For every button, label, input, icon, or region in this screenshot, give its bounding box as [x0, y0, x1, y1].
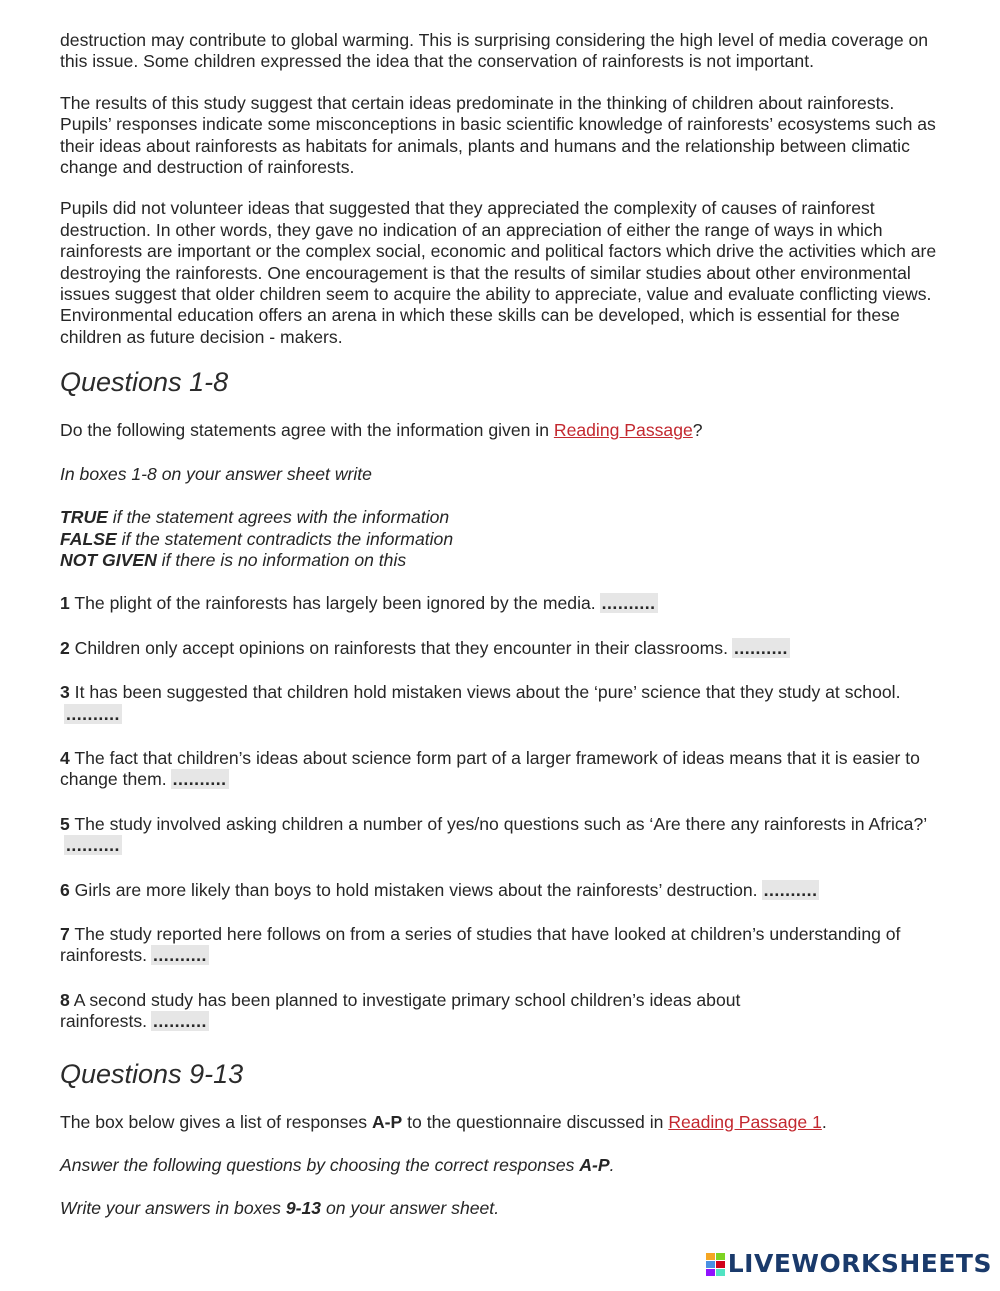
statement-number: 7 [60, 923, 70, 944]
answer-legend [60, 507, 945, 571]
statement-text: A second study has been planned to investigate primary school children’s ideas about rainforests. [60, 989, 741, 1032]
answer-blank-6[interactable]: .......... [763, 879, 818, 900]
statement-2 [60, 638, 945, 659]
legend-false-key: FALSE [60, 528, 117, 549]
legend-false-text: if the statement contradicts the information [116, 528, 454, 549]
statement-number: 2 [60, 637, 70, 658]
liveworksheets-logo [706, 1251, 992, 1277]
statement-text: Girls are more likely than boys to hold mistaken views about the rainforests’ destruction. [69, 879, 758, 900]
section2-instruction-1 [60, 1155, 945, 1176]
section2-instr2-end: on your answer sheet. [321, 1198, 500, 1219]
logo-tile [706, 1269, 715, 1276]
section2-instr1-text: Answer the following questions by choosing the correct responses [60, 1155, 580, 1175]
statement-1 [60, 593, 945, 614]
statement-5 [60, 814, 945, 857]
answer-blank-8[interactable]: .......... [153, 1011, 207, 1032]
statement-7 [60, 924, 945, 967]
statement-4 [60, 748, 945, 791]
statement-number: 4 [60, 747, 70, 768]
logo-text: LIVEWORKSHEETS [727, 1249, 992, 1278]
statement-number: 6 [60, 879, 70, 900]
statement-number: 5 [60, 813, 70, 834]
section1-lead-text: Do the following statements agree with the information given in [60, 420, 554, 441]
section2-lead-mid: to the questionnaire discussed in [402, 1111, 669, 1132]
worksheet-page [60, 30, 945, 1242]
legend-not-given-text: if there is no information on this [156, 549, 407, 570]
logo-tile [716, 1269, 725, 1276]
statement-text: The fact that children’s ideas about science form part of a larger framework of ideas means that it is easier to change them. [60, 747, 920, 790]
statement-text: Children only accept opinions on rainforests that they encounter in their classrooms. [69, 637, 728, 658]
statement-number: 8 [60, 989, 70, 1010]
legend-not-given-key: NOT GIVEN [60, 549, 157, 570]
section2-instr1-bold: A-P [579, 1155, 610, 1175]
statement-text: The study reported here follows on from a series of studies that have looked at children’s understanding of rainforests. [60, 923, 901, 966]
legend-true-text: if the statement agrees with the information [107, 507, 450, 528]
answer-blank-4[interactable]: .......... [172, 769, 227, 790]
section2-instruction-2 [60, 1198, 945, 1219]
logo-tile [716, 1253, 725, 1260]
statement-text: It has been suggested that children hold mistaken views about the ‘pure’ science that they study at school. [69, 682, 901, 703]
answer-blank-2[interactable]: .......... [733, 637, 788, 658]
section2-instr1-end: . [609, 1155, 615, 1175]
section2-lead-end: . [821, 1111, 827, 1132]
section2-instr2-bold: 9-13 [285, 1198, 322, 1219]
answer-blank-3[interactable]: .......... [66, 703, 120, 724]
statement-text: The plight of the rainforests has largely been ignored by the media. [69, 593, 596, 614]
statement-number: 1 [60, 593, 70, 614]
legend-true-key: TRUE [60, 507, 108, 528]
statement-number: 3 [60, 682, 70, 703]
legend-false [60, 529, 945, 550]
legend-not-given [60, 550, 945, 571]
legend-true [60, 507, 945, 528]
passage-paragraph-3: Pupils did not volunteer ideas that suggested that they appreciated the complexity of causes of rainforest destruction. In other words, they gave no indication of an appreciation of either the range of ways in which rainforests are important or the complex social, economic and political factors which drive the activities which are destroying the rainforests. One encouragement is that the results of similar studies about other environmental issues suggest that older children seem to acquire the ability to appreciate, value and evaluate conflicting views. Environmental education offers an arena in which these skills can be developed, which is essential for these children as future decision - makers. [60, 198, 937, 347]
statement-8 [60, 990, 795, 1033]
section1-lead [60, 420, 945, 441]
section2-instr2-text: Write your answers in boxes [60, 1198, 286, 1219]
section2-lead-bold: A-P [371, 1111, 403, 1132]
logo-tile [706, 1253, 715, 1260]
passage-paragraph-1: destruction may contribute to global warming. This is surprising considering the high level of media coverage on this issue. Some children expressed the idea that the conservation of rainforests is not important. [60, 30, 929, 72]
answer-blank-7[interactable]: .......... [153, 945, 207, 966]
section1-instruction: In boxes 1-8 on your answer sheet write [60, 463, 372, 484]
statement-3 [60, 682, 945, 725]
questions-9-13-heading: Questions 9-13 [60, 1058, 244, 1089]
questions-1-8-heading: Questions 1-8 [60, 367, 229, 398]
section2-lead-text: The box below gives a list of responses [60, 1111, 372, 1132]
logo-mark-icon [706, 1253, 725, 1276]
statement-text: The study involved asking children a number of yes/no questions such as ‘Are there any rainforests in Africa?’ [69, 813, 928, 834]
section2-lead [60, 1112, 945, 1133]
reading-passage-link[interactable]: Reading Passage [553, 420, 693, 441]
answer-blank-5[interactable]: .......... [66, 835, 120, 856]
logo-tile [706, 1261, 715, 1268]
section1-lead-end: ? [692, 420, 703, 441]
passage-paragraph-2: The results of this study suggest that certain ideas predominate in the thinking of children about rainforests. Pupils’ responses indicate some misconceptions in basic scientific knowledge of rainforests’ ecosystems such as their ideas about rainforests as habitats for animals, plants and humans and the relationship between climatic change and destruction of rainforests. [60, 92, 936, 178]
reading-passage-1-link[interactable]: Reading Passage 1 [668, 1111, 822, 1132]
answer-blank-1[interactable]: .......... [601, 593, 656, 614]
statement-6 [60, 880, 945, 901]
logo-tile [716, 1261, 725, 1268]
